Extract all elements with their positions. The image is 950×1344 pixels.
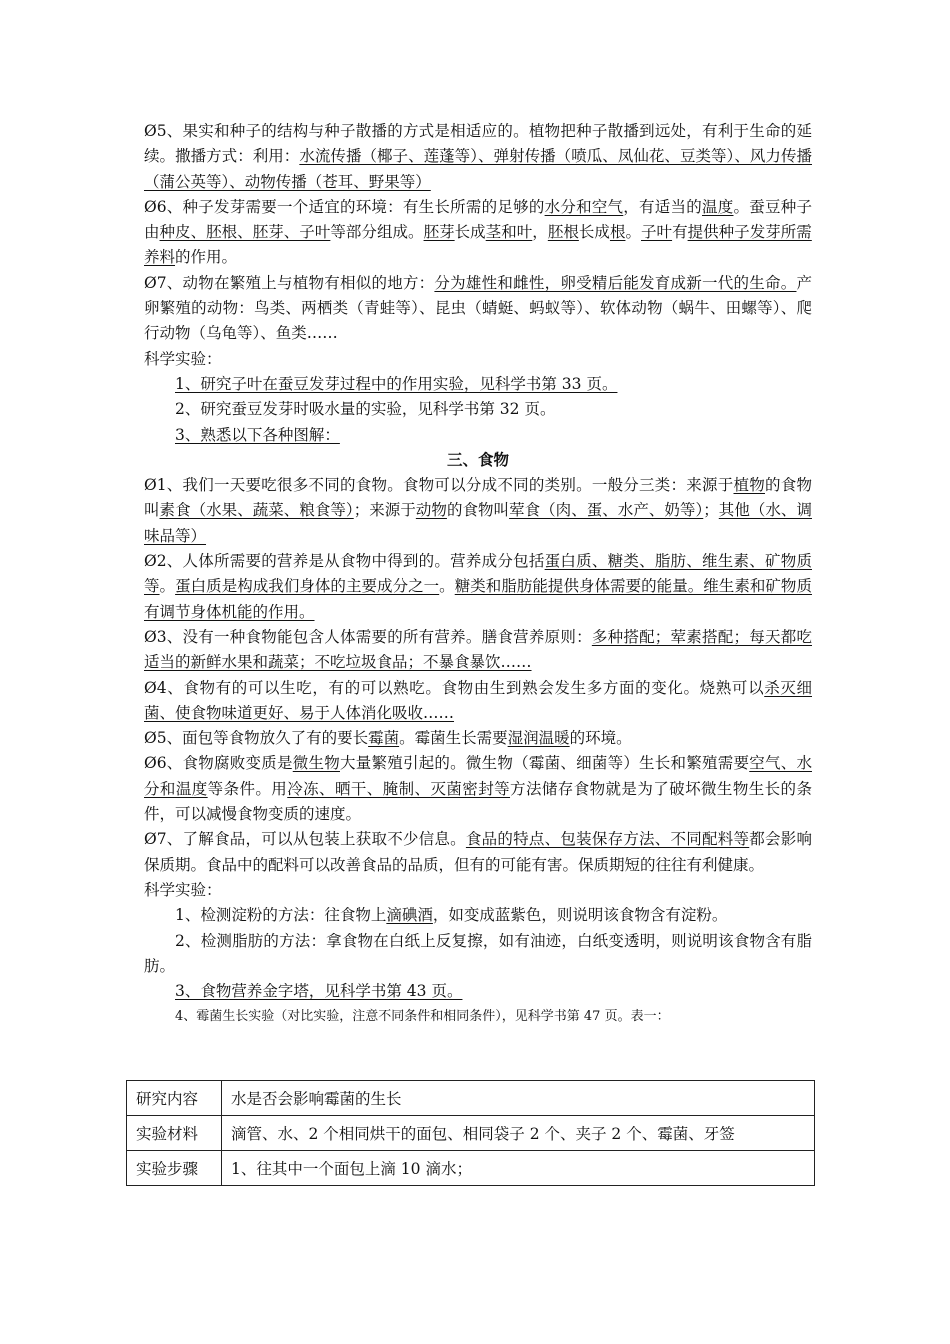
underlined-text: 霉菌 (368, 729, 400, 748)
text: ，有适当的 (623, 197, 702, 216)
text: 等条件。用 (207, 779, 288, 798)
text: ，如变成蓝紫色，则说明该食物含有淀粉。 (432, 906, 728, 925)
underlined-text: 温度 (702, 197, 734, 216)
underlined-text: 分为雄性和雌性，卵受精后能发育成新一代的生命。 (434, 273, 797, 292)
underlined-text: 3、熟悉以下各种图解： (175, 425, 340, 444)
text: 长成 (578, 223, 610, 242)
underlined-text: 素食（水果、蔬菜、粮食等） (159, 501, 354, 520)
table-row (127, 1081, 815, 1116)
text: Ø6、种子发芽需要一个适宜的环境：有生长所需的足够的 (144, 197, 545, 216)
experiment-title: 科学实验： (144, 349, 222, 368)
experiment-item: 4、霉菌生长实验（对比实验，注意不同条件和相同条件），见科学书第 47 页。表一： (175, 1009, 670, 1025)
table-cell-value: 水是否会影响霉菌的生长 (222, 1081, 815, 1116)
underlined-text: 植物 (733, 476, 765, 495)
text: 的食物叫 (144, 476, 812, 520)
text: 的食物叫 (446, 501, 510, 520)
text: Ø5、果实和种子的结构与种子散播的方式是相适应的。植物把种子散播到远处，有利于生命的延续。撒播方式：利用： (144, 122, 812, 166)
underlined-text: 种皮、胚根、胚芽、子叶 (159, 223, 331, 242)
text: 的作用。 (175, 248, 238, 267)
text: 的环境。 (569, 729, 632, 748)
text: 方法储存食物就是为了破坏微生物生长的条件，可以减慢食物变质的速度。 (144, 779, 812, 824)
experiment-item (144, 979, 812, 1004)
underlined-text: 水分和空气 (544, 197, 624, 216)
experiment-title: 科学实验： (144, 880, 222, 899)
experiment-item: 2、检测脂肪的方法：拿食物在白纸上反复擦，如有油迹，白纸变透明，则说明该食物含有脂肪。 (144, 931, 812, 975)
text: Ø4、食物有的可以生吃，有的可以熟吃。食物由生到熟会发生多方面的变化。烧熟可以 (144, 678, 765, 697)
underlined-text: 冷冻、晒干、腌制、灭菌密封等 (287, 779, 511, 798)
text: ； (703, 501, 719, 520)
plant-point-6 (144, 195, 812, 271)
text: 。 (439, 577, 455, 596)
experiment-table (126, 1080, 815, 1186)
table-cell-key: 研究内容 (127, 1081, 222, 1116)
plant-point-7 (144, 271, 812, 347)
experiment-item (144, 903, 812, 928)
underlined-text: 其他（水、调味品等） (144, 501, 812, 545)
table-row (127, 1116, 815, 1151)
underlined-text: 3、食物营养金字塔，见科学书第 43 页。 (175, 982, 463, 1001)
text: 都会影响保质期。食品中的配料可以改善食品的品质，但有的可能有害。保质期短的往往有利健康。 (144, 830, 812, 874)
food-point-5 (144, 726, 812, 751)
underlined-text: 茎和叶 (485, 223, 533, 242)
food-point-4 (144, 676, 812, 727)
underlined-text: 子叶 (641, 223, 673, 242)
text: Ø3、没有一种食物能包含人体需要的所有营养。膳食营养原则： (144, 627, 592, 646)
underlined-text: 胚芽 (423, 223, 455, 242)
food-point-2 (144, 549, 812, 625)
text: 。 (159, 577, 176, 596)
underlined-text: 食品的特点、包装保存方法、不同配料等 (465, 830, 750, 849)
text: 。霉菌生长需要 (399, 729, 508, 748)
text: ；来源于 (353, 501, 416, 520)
section-heading: 三、食物 (446, 450, 509, 469)
text: 。蚕豆种子由 (144, 197, 812, 242)
text: Ø7、了解食品，可以从包装上获取不少信息。 (144, 830, 466, 849)
text: 。 (625, 223, 641, 242)
table-cell-key: 实验材料 (127, 1116, 222, 1151)
underlined-text: 滴碘酒 (386, 906, 433, 925)
text: Ø7、动物在繁殖上与植物有相似的地方： (144, 273, 435, 292)
underlined-text: 多种搭配；荤素搭配；每天都吃适当的新鲜水果和蔬菜；不吃垃圾食品；不暴食暴饮…… (144, 627, 812, 672)
table-cell-value: 滴管、水、2 个相同烘干的面包、相同袋子 2 个、夹子 2 个、霉菌、牙签 (222, 1116, 815, 1151)
text: 产卵繁殖的动物：鸟类、两栖类（青蛙等）、昆虫（蜻蜓、蚂蚁等）、软体动物（蜗牛、田螺等）、爬行动物（乌龟等）、鱼类…… (144, 273, 812, 343)
underlined-text: 微生物 (292, 754, 340, 773)
underlined-text: 杀灭细菌、使食物味道更好、易于人体消化吸收…… (144, 678, 812, 722)
text: 等部分组成。 (330, 223, 424, 242)
underlined-text: 动物 (415, 501, 447, 520)
experiment-item: 2、研究蚕豆发芽时吸水量的实验，见科学书第 32 页。 (175, 400, 556, 419)
food-point-7 (144, 827, 812, 878)
underlined-text: 蛋白质、糖类、脂肪、维生素、矿物质等 (144, 552, 812, 596)
text: 长成 (454, 223, 486, 242)
underlined-text: 水流传播（椰子、莲蓬等）、弹射传播（喷瓜、凤仙花、豆类等）、风力传播（蒲公英等）、动物传播（苍耳、野果等） (144, 147, 812, 191)
underlined-text: 空气、水分和温度 (144, 754, 812, 798)
table-cell-value: 1、往其中一个面包上滴 10 滴水； (222, 1151, 815, 1186)
underlined-text: 1、研究子叶在蚕豆发芽过程中的作用实验，见科学书第 33 页。 (175, 374, 618, 393)
table-cell-key: 实验步骤 (127, 1151, 222, 1186)
text: 大量繁殖引起的。微生物（霉菌、细菌等）生长和繁殖需要 (339, 754, 750, 773)
text: Ø1、我们一天要吃很多不同的食物。食物可以分成不同的类别。一般分三类：来源于 (144, 476, 734, 495)
document-body (144, 119, 812, 1029)
experiment-item (144, 372, 812, 397)
underlined-text: 提供种子发芽所需养料 (144, 223, 812, 267)
table-row (127, 1151, 815, 1186)
underlined-text: 胚根 (547, 223, 579, 242)
underlined-text: 根 (609, 223, 626, 242)
plant-point-5 (144, 119, 812, 195)
underlined-text: 荤食（肉、蛋、水产、奶等） (509, 501, 704, 520)
experiment-item (144, 423, 812, 448)
underlined-text: 糖类和脂肪能提供身体需要的能量。维生素和矿物质有调节身体机能的作用。 (144, 577, 812, 621)
food-point-1 (144, 473, 812, 549)
text: ， (532, 223, 548, 242)
underlined-text: 湿润温暖 (507, 729, 570, 748)
text: 1、检测淀粉的方法：往食物上 (175, 906, 387, 925)
text: Ø6、食物腐败变质是 (144, 754, 293, 773)
text: Ø2、人体所需要的营养是从食物中得到的。营养成分包括 (144, 552, 545, 571)
underlined-text: 蛋白质是构成我们身体的主要成分之一 (175, 577, 440, 596)
food-point-6 (144, 751, 812, 827)
text: Ø5、面包等食物放久了有的要长 (144, 729, 369, 748)
text: 有 (672, 223, 688, 242)
food-point-3 (144, 625, 812, 676)
